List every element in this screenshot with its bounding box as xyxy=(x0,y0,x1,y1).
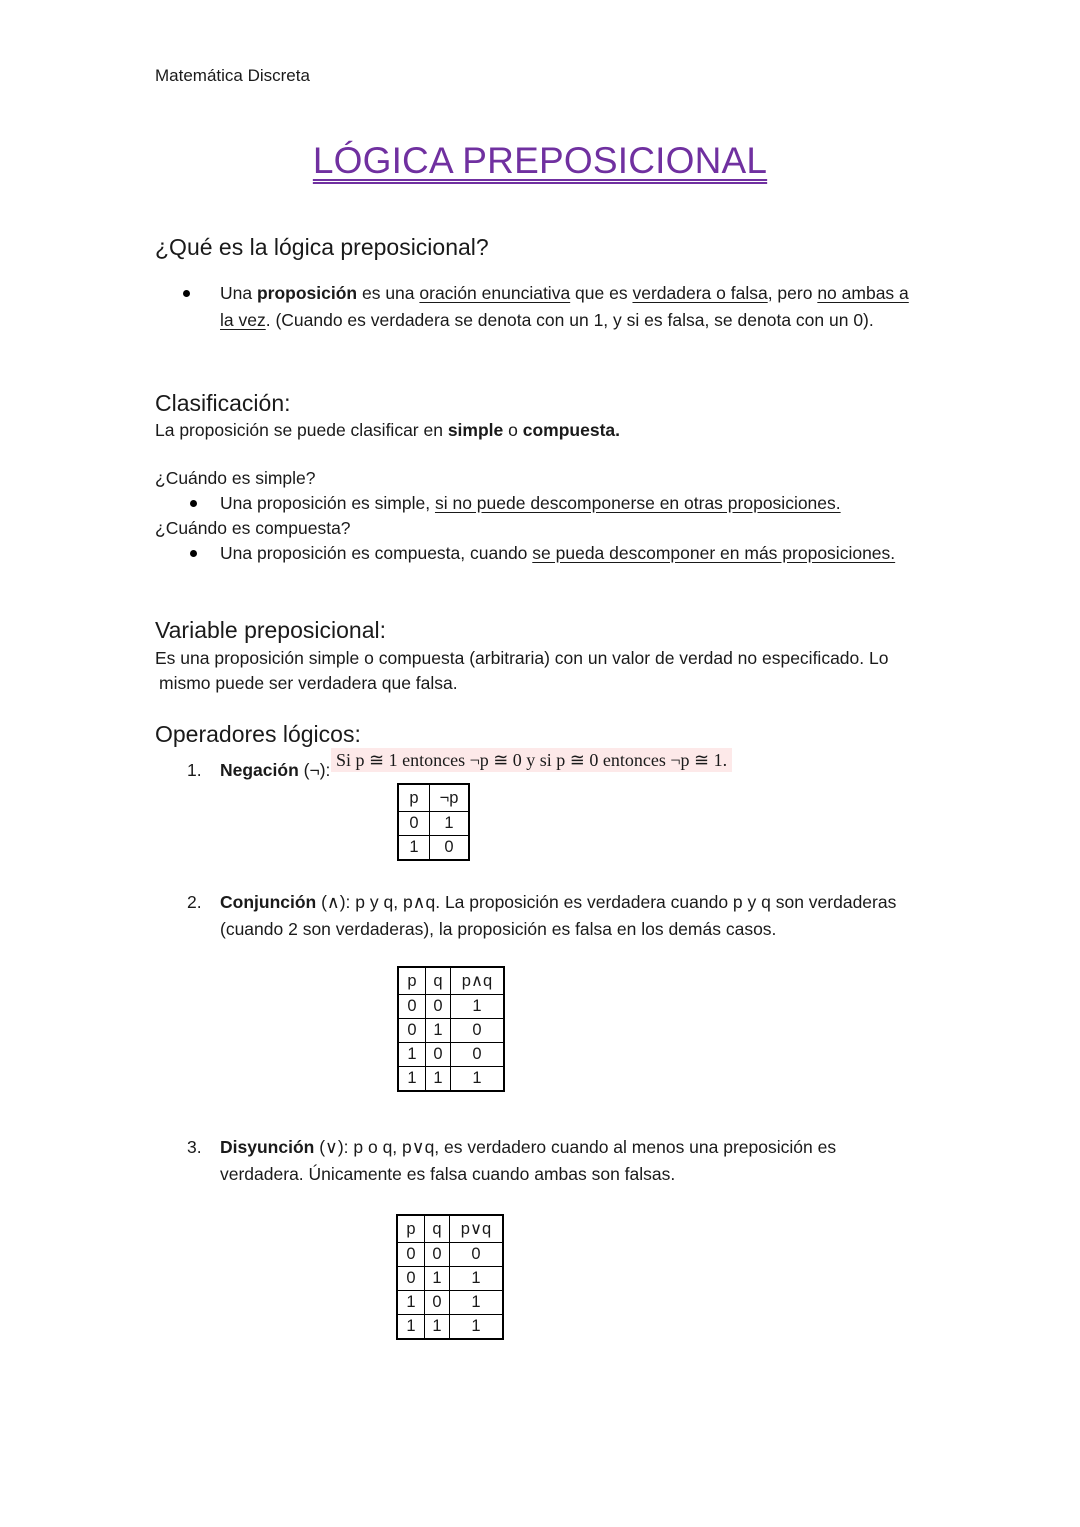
negation-formula: Si p ≅ 1 entonces ¬p ≅ 0 y si p ≅ 0 entonces ¬p ≅ 1. xyxy=(331,750,732,771)
table-header-cell: p∨q xyxy=(450,1215,504,1243)
question-compuesta: ¿Cuándo es compuesta? xyxy=(155,518,351,538)
table-cell: 1 xyxy=(397,1315,425,1340)
negation-number: 1. xyxy=(187,760,202,780)
table-row xyxy=(398,836,469,861)
table-cell: 1 xyxy=(450,1315,504,1340)
table-cell: 1 xyxy=(398,1043,426,1067)
disjunction-truth-table xyxy=(396,1214,504,1340)
table-row xyxy=(397,1243,503,1267)
section-heading-clasificacion: Clasificación: xyxy=(155,390,291,416)
table-row xyxy=(398,812,469,836)
section-heading-que-es: ¿Qué es la lógica preposicional? xyxy=(155,234,489,260)
table-row xyxy=(397,1291,503,1315)
table-cell: 0 xyxy=(425,1243,450,1267)
conjunction-truth-table xyxy=(397,966,505,1092)
table-cell: 0 xyxy=(430,836,470,861)
table-cell: 1 xyxy=(426,1067,451,1092)
table-row xyxy=(398,1067,504,1092)
table-header-row xyxy=(398,784,469,812)
table-cell: 0 xyxy=(397,1243,425,1267)
table-cell: 1 xyxy=(425,1315,450,1340)
table-cell: 1 xyxy=(450,1291,504,1315)
disjunction-description: Disyunción (∨): p o q, p∨q, es verdadero cuando al menos una preposición es verdadera. Únicamente es falsa cuando ambas son falsas. xyxy=(220,1137,837,1184)
conjunction-description: Conjunción (∧): p y q, p∧q. La proposición es verdadera cuando p y q son verdaderas (cuando 2 son verdaderas), la proposición es falsa en los demás casos. xyxy=(220,892,897,939)
page-title-text: LÓGICA PREPOSICIONAL xyxy=(312,140,768,181)
table-cell: 0 xyxy=(397,1267,425,1291)
table-cell: 0 xyxy=(450,1243,504,1267)
table-cell: 0 xyxy=(451,1043,505,1067)
table-row xyxy=(398,1019,504,1043)
table-header-cell: p xyxy=(398,967,426,995)
table-header-cell: p∧q xyxy=(451,967,505,995)
table-row xyxy=(398,995,504,1019)
table-cell: 0 xyxy=(426,995,451,1019)
table-cell: 1 xyxy=(397,1291,425,1315)
table-row xyxy=(398,1043,504,1067)
table-cell: 1 xyxy=(451,995,505,1019)
table-cell: 1 xyxy=(398,1067,426,1092)
bullet-icon xyxy=(190,500,197,507)
table-cell: 1 xyxy=(398,836,430,861)
clasificacion-text: La proposición se puede clasificar en simple o compuesta. xyxy=(155,420,620,440)
bullet-icon xyxy=(183,290,190,297)
compuesta-definition: Una proposición es compuesta, cuando se pueda descomponer en más proposiciones. xyxy=(220,543,896,563)
table-cell: 1 xyxy=(451,1067,505,1092)
table-header-cell: p xyxy=(398,784,430,812)
table-cell: 0 xyxy=(398,995,426,1019)
table-row xyxy=(397,1315,503,1340)
page-title xyxy=(0,140,1080,182)
table-header-cell: p xyxy=(397,1215,425,1243)
table-header-row xyxy=(398,967,504,995)
table-header-cell: q xyxy=(425,1215,450,1243)
table-cell: 1 xyxy=(425,1267,450,1291)
table-header-row xyxy=(397,1215,503,1243)
variable-line-2: mismo puede ser verdadera que falsa. xyxy=(159,673,458,693)
negation-label: Negación (¬): xyxy=(220,760,331,780)
table-cell: 0 xyxy=(425,1291,450,1315)
negation-truth-table xyxy=(397,783,470,861)
table-cell: 0 xyxy=(398,812,430,836)
simple-definition: Una proposición es simple, si no puede descomponerse en otras proposiciones. xyxy=(220,493,841,513)
table-cell: 1 xyxy=(430,812,470,836)
variable-line-1: Es una proposición simple o compuesta (arbitraria) con un valor de verdad no especificado. Lo xyxy=(155,648,889,668)
disjunction-number: 3. xyxy=(187,1137,202,1157)
table-header-cell: ¬p xyxy=(430,784,470,812)
definition-paragraph: Una proposición es una oración enunciativa que es verdadera o falsa, pero no ambas a la vez. (Cuando es verdadera se denota con un 1, y si es falsa, se denota con un 0). xyxy=(220,283,909,330)
conjunction-number: 2. xyxy=(187,892,202,912)
page-header: Matemática Discreta xyxy=(155,66,310,85)
table-cell: 1 xyxy=(450,1267,504,1291)
section-heading-variable: Variable preposicional: xyxy=(155,617,386,643)
table-cell: 1 xyxy=(426,1019,451,1043)
table-cell: 0 xyxy=(451,1019,505,1043)
table-header-cell: q xyxy=(426,967,451,995)
section-heading-operadores: Operadores lógicos: xyxy=(155,721,361,747)
table-cell: 0 xyxy=(398,1019,426,1043)
table-cell: 0 xyxy=(426,1043,451,1067)
table-row xyxy=(397,1267,503,1291)
question-simple: ¿Cuándo es simple? xyxy=(155,468,316,488)
bullet-icon xyxy=(190,550,197,557)
